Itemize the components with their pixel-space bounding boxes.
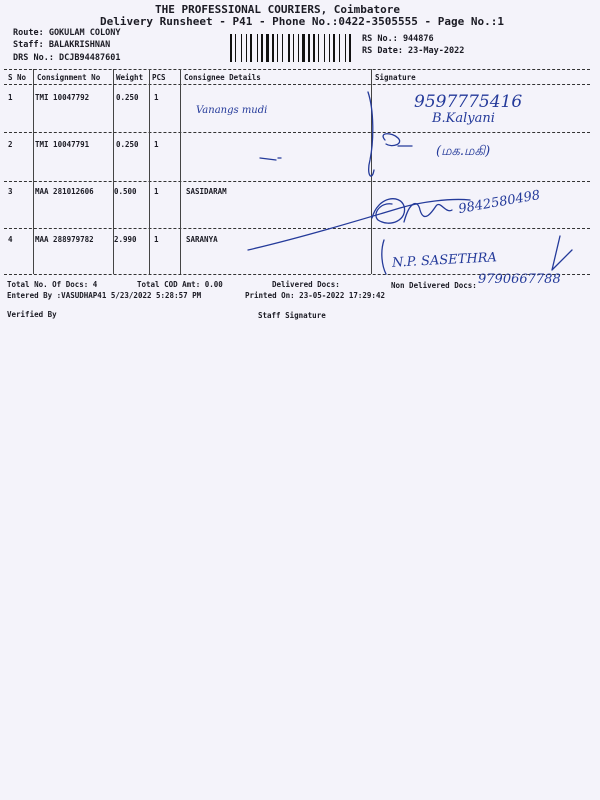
table-row-4-weight: 2.990: [114, 235, 137, 244]
barcode-bar: [329, 34, 330, 62]
route-label: Route: GOKULAM COLONY: [13, 28, 121, 38]
printed-on: Printed On: 23-05-2022 17:29:42: [245, 291, 385, 300]
row-divider: [4, 228, 590, 229]
barcode-bar: [241, 34, 242, 62]
table-header-rule: [4, 84, 590, 85]
handwritten-name-4: N.P. SASETHRA: [391, 250, 498, 271]
barcode-bar: [250, 34, 252, 62]
table-row-3-weight: 0.500: [114, 187, 137, 196]
staff-label: Staff: BALAKRISHNAN: [13, 40, 111, 50]
company-name: THE PROFESSIONAL COURIERS, Coimbatore: [155, 3, 401, 16]
col-header-signature: Signature: [375, 73, 416, 82]
total-docs: Total No. Of Docs: 4: [7, 280, 98, 289]
barcode: [230, 34, 354, 62]
non-delivered-docs: Non Delivered Docs:: [391, 281, 477, 290]
col-header-pcs: PCS: [152, 73, 166, 82]
row-divider: [4, 132, 590, 133]
handwritten-phone-1: 9597775416: [414, 92, 523, 112]
table-row-1-weight: 0.250: [116, 93, 139, 102]
barcode-bar: [293, 34, 294, 62]
barcode-bar: [349, 34, 351, 62]
barcode-bar: [257, 34, 258, 62]
table-row-1-pcs: 1: [154, 93, 159, 102]
column-divider: [149, 69, 150, 274]
column-divider: [33, 69, 34, 274]
staff-signature-label: Staff Signature: [258, 311, 326, 320]
barcode-bar: [246, 34, 247, 62]
column-divider: [180, 69, 181, 274]
signature-stroke: [552, 236, 572, 270]
barcode-bar: [288, 34, 290, 62]
table-row-3-consignment: MAA 281012606: [35, 187, 94, 196]
handwritten-name-1: B.Kalyani: [432, 111, 495, 126]
runsheet-title: Delivery Runsheet - P41 - Phone No.:0422-3505555 - Page No.:1: [100, 15, 504, 28]
barcode-bar: [308, 34, 310, 62]
col-header-sno: S No: [8, 73, 27, 82]
total-cod: Total COD Amt: 0.00: [137, 280, 223, 289]
table-row-1-sno: 1: [8, 93, 13, 102]
barcode-bar: [235, 34, 236, 62]
delivered-docs: Delivered Docs:: [272, 280, 340, 289]
table-row-4-consignment: MAA 288979782: [35, 235, 94, 244]
table-row-4-sno: 4: [8, 235, 13, 244]
table-top-rule: [4, 69, 590, 70]
barcode-bar: [272, 34, 274, 62]
handwritten-note-2: (மக.மகி): [436, 144, 491, 159]
table-row-4-consignee: SARANYA: [186, 235, 218, 244]
table-row-2-weight: 0.250: [116, 140, 139, 149]
barcode-bar: [277, 34, 278, 62]
barcode-bar: [266, 34, 269, 62]
signature-stroke: [382, 240, 386, 274]
table-row-3-pcs: 1: [154, 187, 159, 196]
signature-stroke: [248, 199, 470, 250]
table-row-4-pcs: 1: [154, 235, 159, 244]
signature-stroke: [404, 204, 452, 222]
barcode-bar: [339, 34, 340, 62]
handwritten-phone-4: 9790667788: [478, 272, 561, 287]
barcode-bar: [333, 34, 335, 62]
table-row-2-pcs: 1: [154, 140, 159, 149]
barcode-bar: [261, 34, 263, 62]
barcode-bar: [324, 34, 325, 62]
table-row-1-consignment: TMI 10047792: [35, 93, 90, 102]
barcode-bar: [313, 34, 315, 62]
row-divider: [4, 181, 590, 182]
table-row-3-sno: 3: [8, 187, 13, 196]
rs-date: RS Date: 23-May-2022: [362, 46, 465, 56]
verified-by-label: Verified By: [7, 310, 57, 319]
col-header-consignee: Consignee Details: [184, 73, 261, 82]
column-divider: [371, 69, 372, 274]
barcode-bar: [345, 34, 346, 62]
table-row-3-consignee: SASIDARAM: [186, 187, 227, 196]
signature-stroke: [372, 199, 405, 223]
signature-stroke: [260, 158, 281, 160]
signature-stroke: [383, 134, 400, 146]
rs-number: RS No.: 944876: [362, 34, 434, 44]
barcode-bar: [230, 34, 232, 62]
drs-number: DRS No.: DCJB94487601: [13, 53, 121, 63]
barcode-bar: [298, 34, 299, 62]
col-header-weight: Weight: [116, 73, 144, 82]
barcode-bar: [302, 34, 305, 62]
handwritten-phone-3: 9842580498: [457, 187, 542, 218]
table-row-2-sno: 2: [8, 140, 13, 149]
entered-by: Entered By :VASUDHAP41 5/23/2022 5:28:57 PM: [7, 291, 202, 300]
barcode-bar: [282, 34, 283, 62]
table-row-2-consignment: TMI 10047791: [35, 140, 90, 149]
col-header-consignment: Consignment No: [37, 73, 101, 82]
handwritten-consignee-1: Vanangs mudi: [196, 105, 268, 116]
barcode-bar: [318, 34, 319, 62]
